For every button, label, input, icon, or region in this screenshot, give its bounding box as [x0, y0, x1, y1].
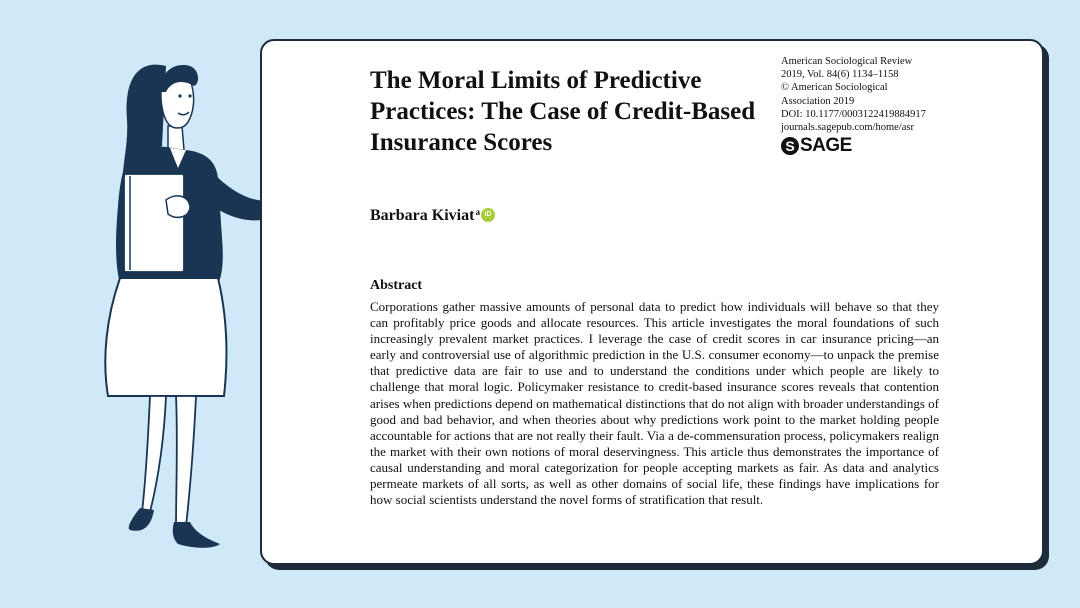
left-shoe	[129, 508, 154, 531]
journal-info	[781, 55, 981, 134]
author-name: Barbara Kiviat	[370, 207, 475, 224]
right-shoe	[173, 522, 220, 548]
paper-card	[260, 39, 1044, 565]
sage-logo-text: SAGE	[800, 135, 852, 156]
abstract-heading: Abstract	[370, 278, 423, 293]
skirt	[105, 278, 226, 396]
doi: DOI: 10.1177/0003122419884917	[781, 108, 926, 120]
author-line	[370, 207, 495, 225]
affiliation-mark: a	[475, 207, 480, 217]
copyright-line-2: Association 2019	[781, 95, 855, 107]
folder	[124, 174, 184, 272]
sage-logo-icon	[781, 135, 852, 157]
orcid-icon[interactable]: iD	[481, 208, 495, 222]
legs	[142, 396, 196, 526]
article-title: The Moral Limits of Predictive Practices: The Case of Credit-Based Insurance Scores	[370, 67, 756, 156]
journal-url[interactable]: journals.sagepub.com/home/asr	[781, 122, 914, 134]
journal-citation: 2019, Vol. 84(6) 1134–1158	[781, 69, 899, 81]
neck	[168, 126, 184, 150]
abstract-text: Corporations gather massive amounts of personal data to predict how individuals will behave so that they can profitably price goods and allocate resources. This article investigates the moral foundations of such increasingly prevalent market practices. I leverage the case of credit scores in car insurance pricing—an early and controversial use of algorithmic prediction in the U.S. consumer economy—to unpack the premise that predictive data are fair to use and to understand the conditions under which people are likely to challenge that moral logic. Policymaker resistance to credit-based insurance scores reveals that contention arises when predictions depend on mathematical distinctions that do not align with broader understandings of good and bad behavior, and when theories about why predictions work point to the market holding people accountable for actions that are not really their fault. Via a de-commensuration process, policymakers realign the market with their own notions of moral deservingness. This article thus demonstrates the importance of causal understanding and moral categorization for people accepting markets as fair. As data and analytics permeate markets of all sorts, as well as other domains of social life, these findings have implications for how social scientists understand the novel forms of stratification that result.	[370, 299, 939, 508]
sage-logo-mark: S	[781, 137, 799, 155]
journal-name: American Sociological Review	[781, 56, 913, 67]
copyright-line-1: © American Sociological	[781, 82, 888, 94]
